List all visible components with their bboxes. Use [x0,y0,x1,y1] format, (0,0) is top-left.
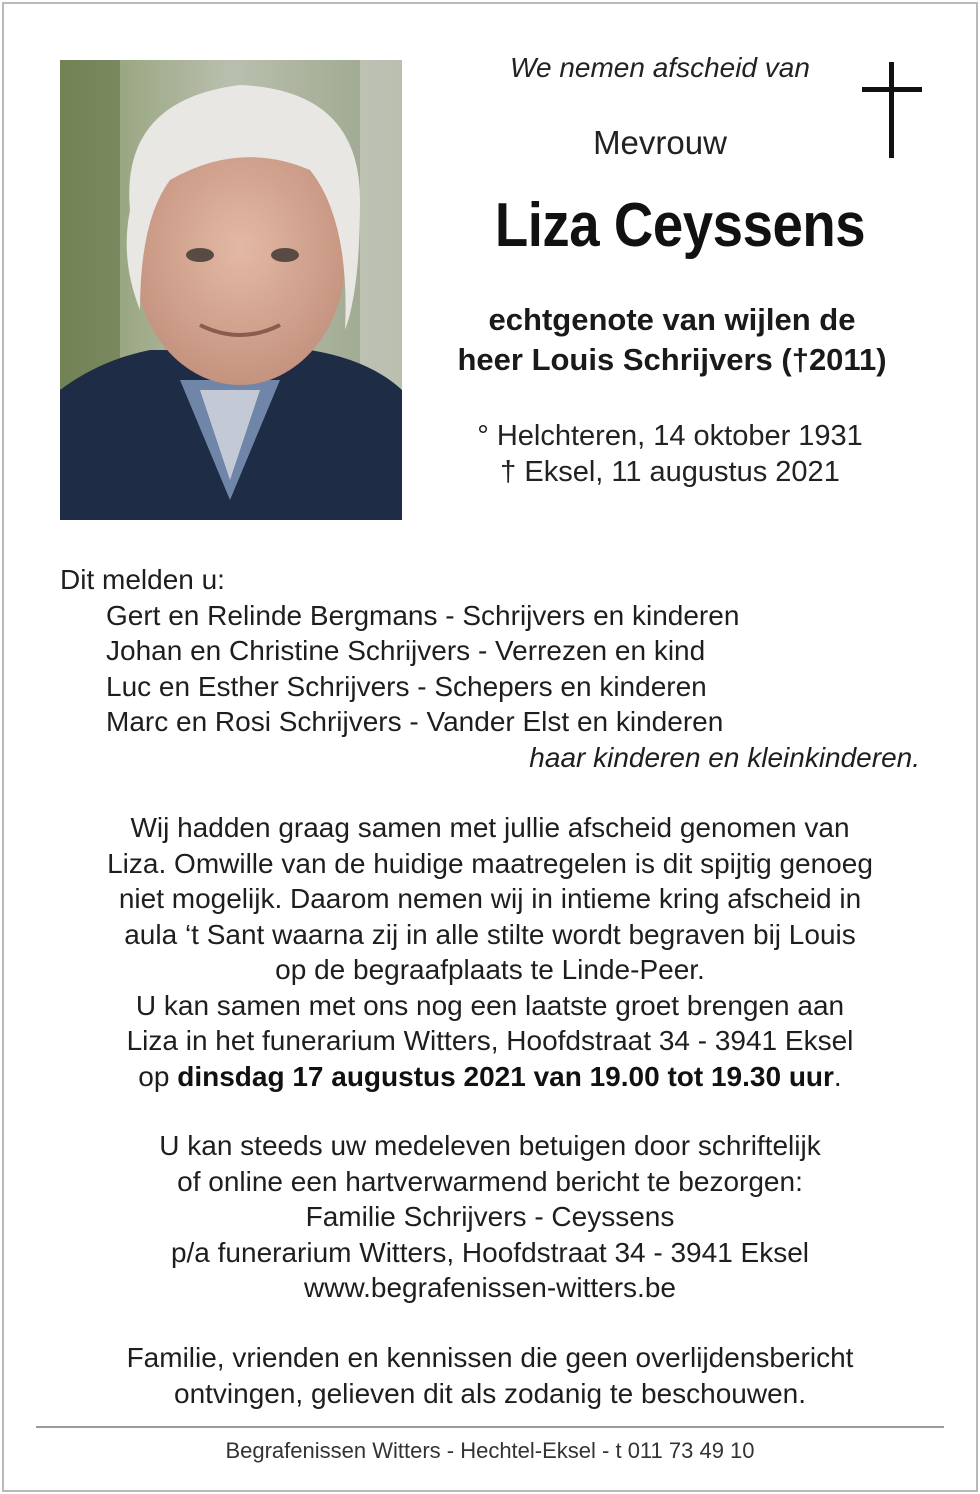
paragraph-line: Liza in het funerarium Witters, Hoofdstraat 34 - 3941 Eksel [126,1025,854,1056]
visitation-prefix: op [138,1060,178,1092]
portrait-photo [60,60,402,520]
condolence-paragraph [40,1128,940,1306]
paragraph-line: U kan steeds uw medeleven betuigen door schriftelijk [159,1130,821,1161]
footer-text: Begrafenissen Witters - Hechtel-Eksel - t 011 73 49 10 [225,1438,755,1463]
family-announcement [60,562,930,775]
paragraph-line: U kan samen met ons nog een laatste groet brengen aan [135,989,845,1021]
honorific: Mevrouw [593,124,727,161]
farewell-paragraph [40,810,940,1094]
life-dates [420,418,920,490]
footer-divider [36,1426,944,1428]
spouse-line: echtgenote van wijlen de [488,302,856,337]
visitation-datetime: dinsdag 17 augustus 2021 van 19.00 tot 19.30 uur [177,1060,834,1092]
family-line: Gert en Relinde Bergmans - Schrijvers en kinderen [106,599,740,631]
paragraph-line: aula ‘t Sant waarna zij in alle stilte wordt begraven bij Louis [124,918,856,950]
paragraph-line: niet mogelijk. Daarom nemen wij in intieme kring afscheid in [118,883,862,914]
family-line: Marc en Rosi Schrijvers - Vander Elst en kinderen [106,706,724,737]
intro-text: We nemen afscheid van [510,52,810,83]
birth-date: ° Helchteren, 14 oktober 1931 [477,420,863,452]
address-line: p/a funerarium Witters, Hoofdstraat 34 - 3941 Eksel [170,1236,810,1268]
paragraph-line: of online een hartverwarmend bericht te bezorgen: [177,1165,803,1197]
paragraph-line: Wij hadden graag samen met jullie afscheid genomen van [130,812,850,843]
paragraph-line: op de begraafplaats te Linde-Peer. [275,954,705,985]
visitation-line [40,1059,940,1095]
spouse-info [422,300,922,380]
paragraph-line: Familie, vrienden en kennissen die geen overlijdensbericht [126,1342,854,1373]
deceased-name: Liza Ceyssens [494,191,866,260]
announcement-lead: Dit melden u: [60,564,225,595]
paragraph-line: Liza. Omwille van de huidige maatregelen is dit spijtig genoeg [107,847,873,879]
website-link[interactable]: www.begrafenissen-witters.be [304,1272,676,1303]
spouse-line: heer Louis Schrijvers (†2011) [457,342,887,377]
closing-paragraph [40,1340,940,1411]
family-line: Johan en Christine Schrijvers - Verrezen en kind [106,635,706,666]
family-name-line: Familie Schrijvers - Ceyssens [305,1201,675,1232]
relation-line: haar kinderen en kleinkinderen. [529,741,920,773]
death-date: † Eksel, 11 augustus 2021 [500,456,840,488]
visitation-suffix: . [833,1060,842,1092]
family-line: Luc en Esther Schrijvers - Schepers en kinderen [106,670,707,702]
paragraph-line: ontvingen, gelieven dit als zodanig te beschouwen. [174,1377,806,1409]
